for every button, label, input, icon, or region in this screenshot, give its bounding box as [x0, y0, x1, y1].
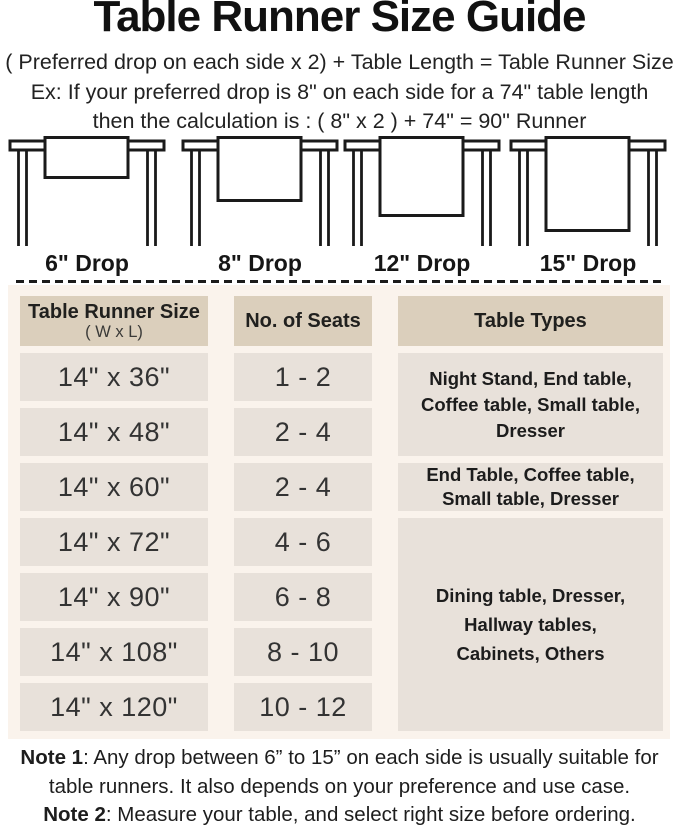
seats-cell: 4 - 6 — [234, 518, 372, 566]
drop-label-12: 12" Drop — [373, 250, 471, 276]
seats-cell: 2 - 4 — [234, 463, 372, 511]
formula-text: ( Preferred drop on each side x 2) + Table Length = Table Runner Size — [5, 50, 674, 74]
table-runner-drawing-6 — [8, 136, 166, 248]
size-cell: 14" x 120" — [20, 683, 208, 731]
table-figure-15-drop — [509, 136, 667, 277]
seats-cell: 2 - 4 — [234, 408, 372, 456]
note-2 — [4, 801, 675, 826]
table-runner-drawing-15 — [509, 136, 667, 248]
size-cell: 14" x 60" — [20, 463, 208, 511]
header-runner-size-sub: ( W x L) — [85, 322, 143, 341]
table-figure-12-drop — [343, 136, 501, 277]
header-table-types: Table Types — [398, 296, 663, 346]
example-line-1: Ex: If your preferred drop is 8" on each side for a 74" table length — [30, 80, 649, 104]
note-1-text: : Any drop between 6” to 15” on each side is usually suitable for table runners. It also depends on your preference and use case. — [48, 746, 659, 798]
table-runner-drawing-12 — [343, 136, 501, 248]
seats-cell: 8 - 10 — [234, 628, 372, 676]
size-cell: 14" x 90" — [20, 573, 208, 621]
header-seats: No. of Seats — [234, 296, 372, 346]
notes-section — [0, 744, 679, 826]
note-1-label: Note 1 — [20, 746, 84, 769]
size-cell: 14" x 108" — [20, 628, 208, 676]
page-title: Table Runner Size Guide — [93, 0, 586, 41]
drop-label-15: 15" Drop — [539, 250, 637, 276]
table-figure-6-drop — [8, 136, 166, 277]
example-line-2: then the calculation is : ( 8" x 2 ) + 74" = 90" Runner — [92, 109, 587, 133]
note-2-text: : Measure your table, and select right size before ordering. — [105, 803, 636, 826]
size-table-panel — [8, 285, 670, 739]
table-types-cell-medium: End Table, Coffee table, Small table, Dresser — [398, 463, 663, 511]
dashed-divider — [16, 280, 664, 283]
header-runner-size-title: Table Runner Size — [28, 300, 200, 323]
table-figure-8-drop — [181, 136, 339, 277]
note-2-label: Note 2 — [43, 803, 106, 826]
table-types-cell-small: Night Stand, End table, Coffee table, Small table, Dresser — [398, 353, 663, 456]
drop-label-6: 6" Drop — [45, 250, 129, 276]
seats-cell: 10 - 12 — [234, 683, 372, 731]
table-runner-drawing-8 — [181, 136, 339, 248]
size-cell: 14" x 36" — [20, 353, 208, 401]
size-cell: 14" x 72" — [20, 518, 208, 566]
seats-cell: 6 - 8 — [234, 573, 372, 621]
note-1 — [4, 744, 675, 801]
table-types-cell-large: Dining table, Dresser, Hallway tables, Cabinets, Others — [398, 518, 663, 731]
seats-cell: 1 - 2 — [234, 353, 372, 401]
header-runner-size — [20, 296, 208, 346]
size-cell: 14" x 48" — [20, 408, 208, 456]
drop-label-8: 8" Drop — [218, 250, 302, 276]
size-table — [8, 285, 670, 731]
